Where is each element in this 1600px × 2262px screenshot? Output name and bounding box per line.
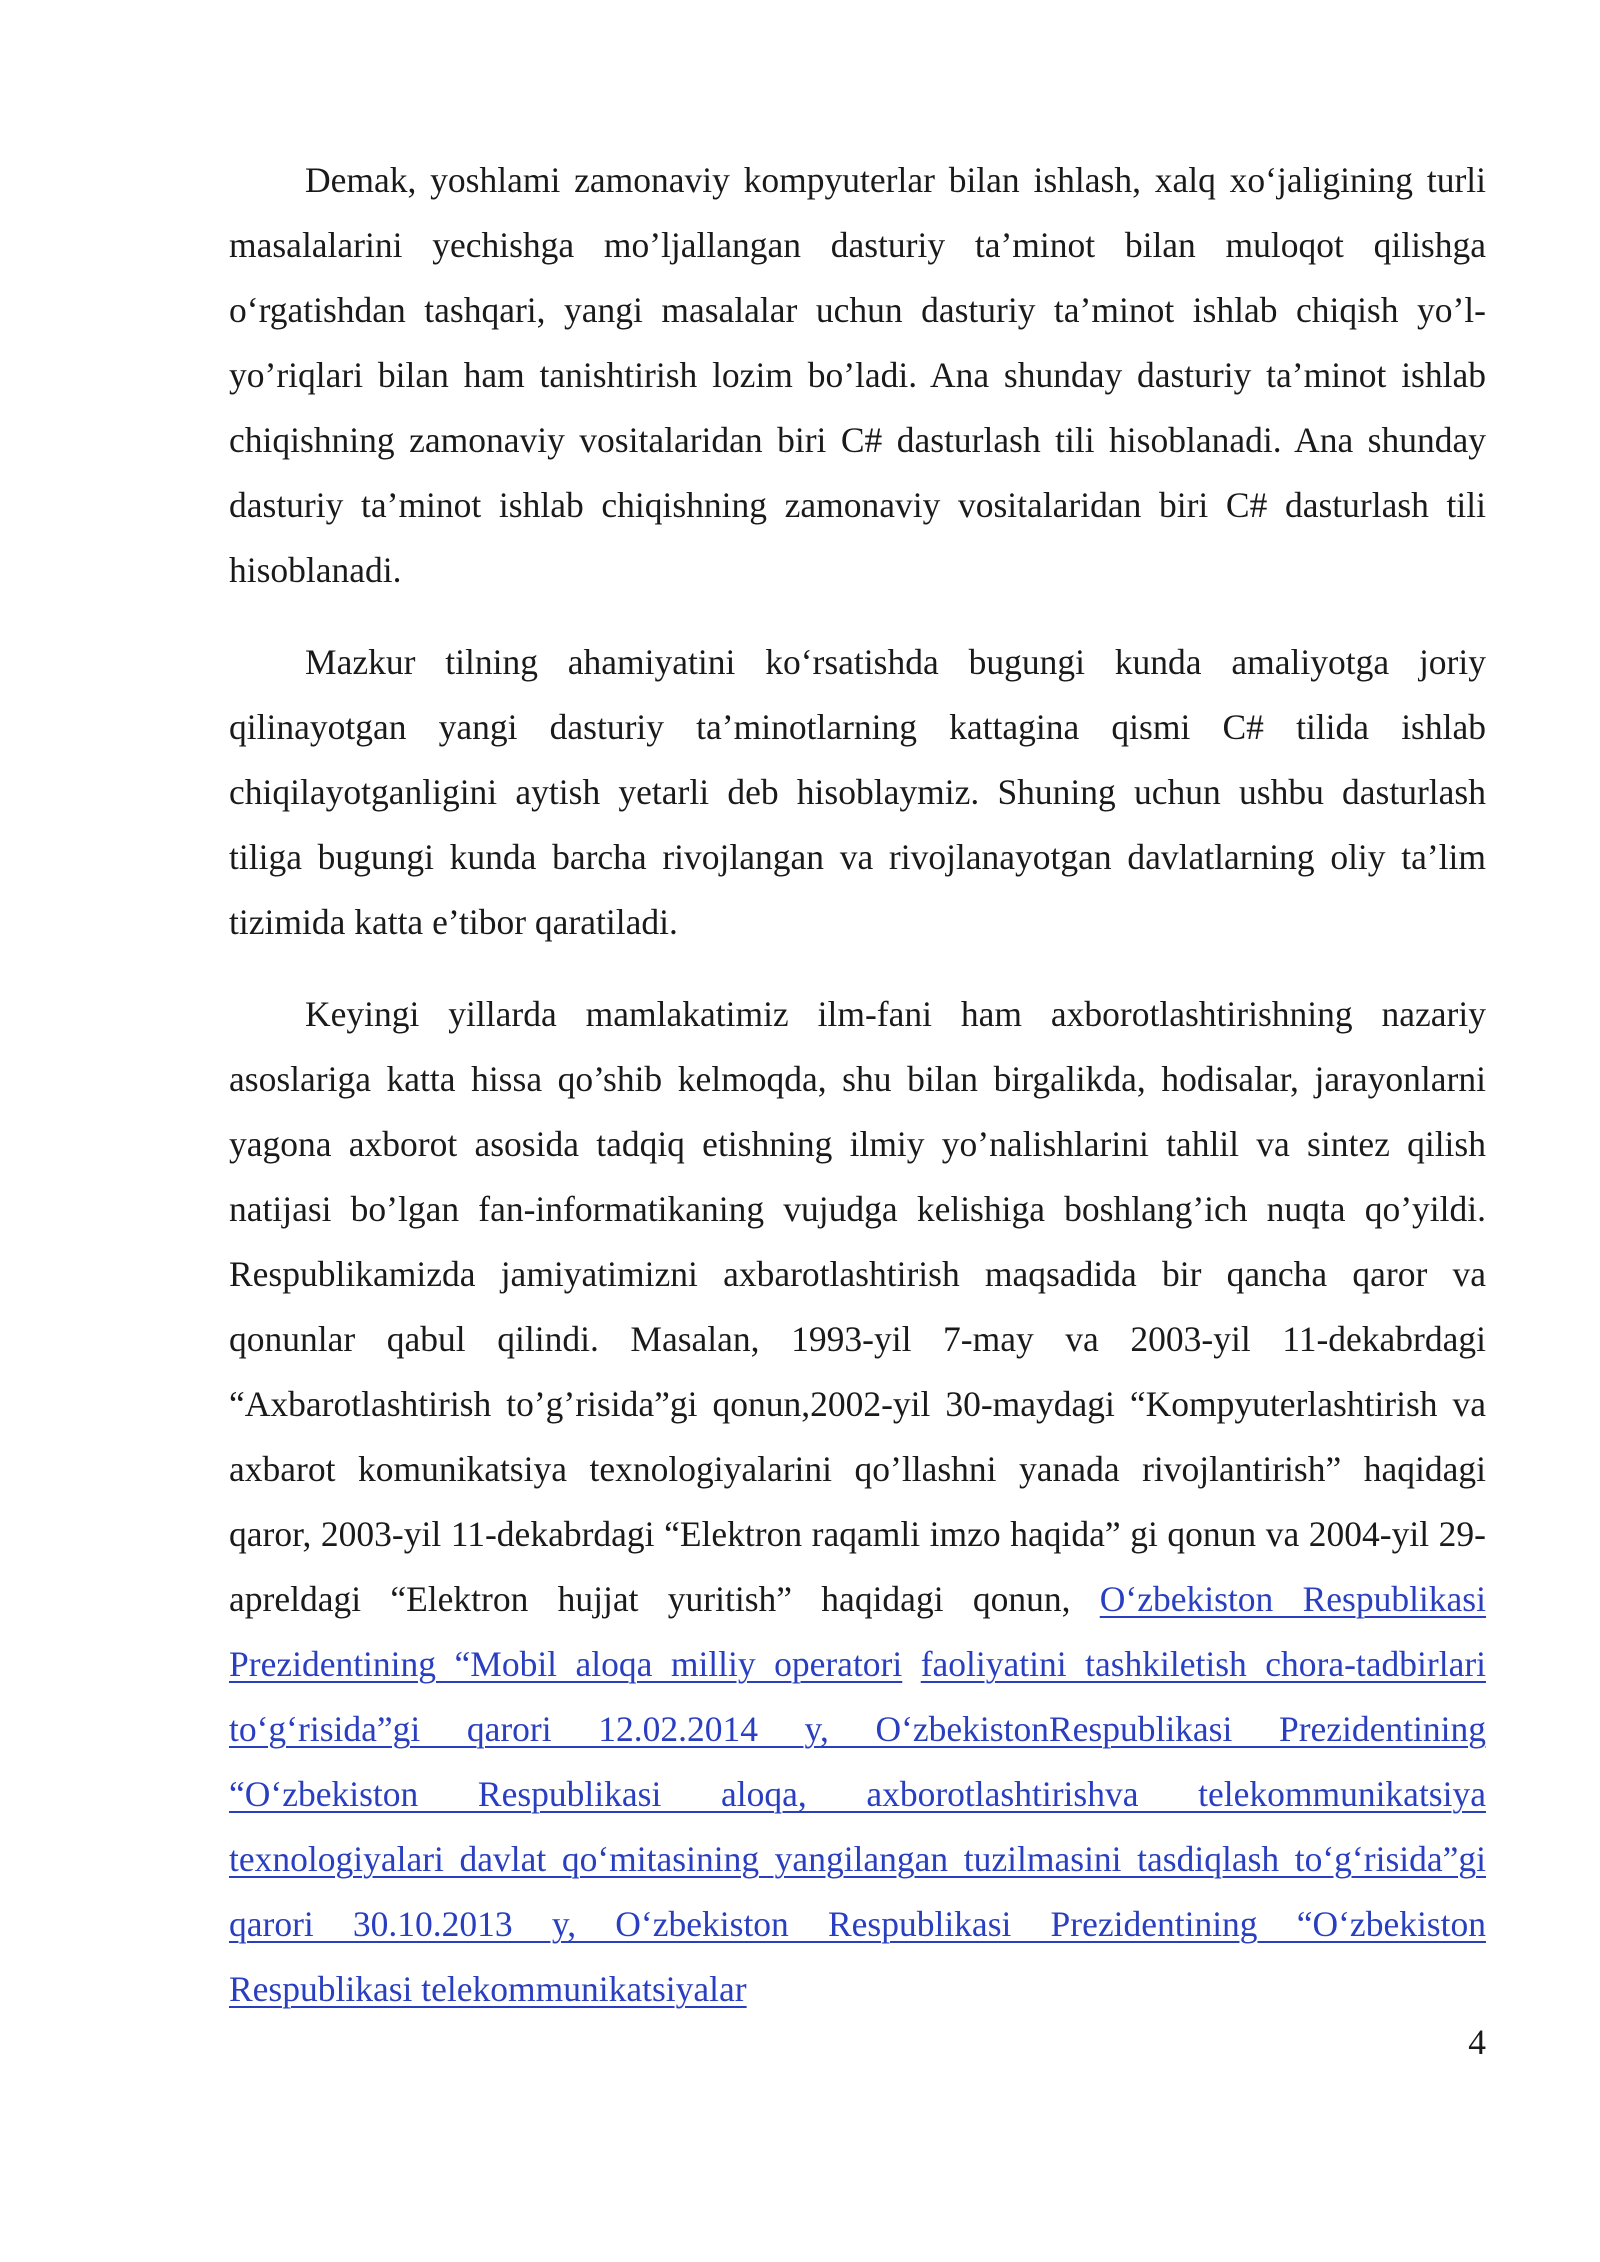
page-number: 4: [1468, 2022, 1486, 2062]
document-page: [229, 148, 1486, 2022]
paragraph-2: Mazkur tilning ahamiyatini ko‘rsatishda bugungi kunda amaliyotga joriy qilinayotgan yangi dasturiy ta’minotlarning kattagina qismi C# tilida ishlab chiqilayotganligini aytish yetarli deb hisoblaymiz. Shuning uchun ushbu dasturlash tiliga bugungi kunda barcha rivojlangan va rivojlanayotgan davlatlarning oliy ta’lim tizimida katta e’tibor qaratiladi.: [229, 642, 1486, 942]
paragraph-3: [229, 982, 1486, 2022]
paragraph-1: Demak, yoshlami zamonaviy kompyuterlar bilan ishlash, xalq xo‘jaligining turli masalalarini yechishga mo’ljallangan dasturiy ta’minot bilan muloqot qilishga o‘rgatishdan tashqari, yangi masalalar uchun dasturiy ta’minot ishlab chiqish yo’l-yo’riqlari bilan ham tanishtirish lozim bo’ladi. Ana shunday dasturiy ta’minot ishlab chiqishning zamonaviy vositalaridan biri C# dasturlash tili hisoblanadi. Ana shunday dasturiy ta’minot ishlab chiqishning zamonaviy vositalaridan biri C# dasturlash tili hisoblanadi.: [229, 160, 1486, 590]
decree-link-organization[interactable]: faoliyatini tashkiletish chora-tadbirlari to‘g‘risida”gi qarori 12.02.2014 y, O‘zbekistonRespublikasi Prezidentining “O‘zbekiston Respublikasi aloqa, axborotlashtirishva telekommunikatsiya texnologiyalari davlat qo‘mitasining yangilangan tuzilmasini tasdiqlash to‘g‘risida”gi qarori 30.10.2013 y, O‘zbekiston Respublikasi Prezidentining “O‘zbekiston Respublikasi telekommunikatsiyalar: [229, 1644, 1487, 2009]
decree-link-mobile-operator[interactable]: O‘zbekiston Respublikasi Prezidentining “Mobil aloqa milliy operatori: [229, 1579, 1486, 1684]
link-separator: [902, 1644, 920, 1684]
paragraph-3-text: Keyingi yillarda mamlakatimiz ilm-fani ham axborotlashtirishning nazariy asoslariga katta hissa qo’shib kelmoqda, shu bilan birgalikda, hodisalar, jarayonlarni yagona axborot asosida tadqiq etishning ilmiy yo’nalishlarini tahlil va sintez qilish natijasi bo’lgan fan-informatikaning vujudga kelishiga boshlang’ich nuqta qo’yildi. Respublikamizda jamiyatimizni axbarotlashtirish maqsadida bir qancha qaror va qonunlar qabul qilindi. Masalan, 1993-yil 7-may va 2003-yil 11-dekabrdagi “Axbarotlashtirish to’g’risida”gi qonun,2002-yil 30-maydagi “Kompyuterlashtirish va axbarot komunikatsiya texnologiyalarini qo’llashni yanada rivojlantirish” haqidagi qaror, 2003-yil 11-dekabrdagi “Elektron raqamli imzo haqida” gi qonun va 2004-yil 29-apreldagi “Elektron hujjat yuritish” haqidagi qonun,: [229, 994, 1486, 1619]
